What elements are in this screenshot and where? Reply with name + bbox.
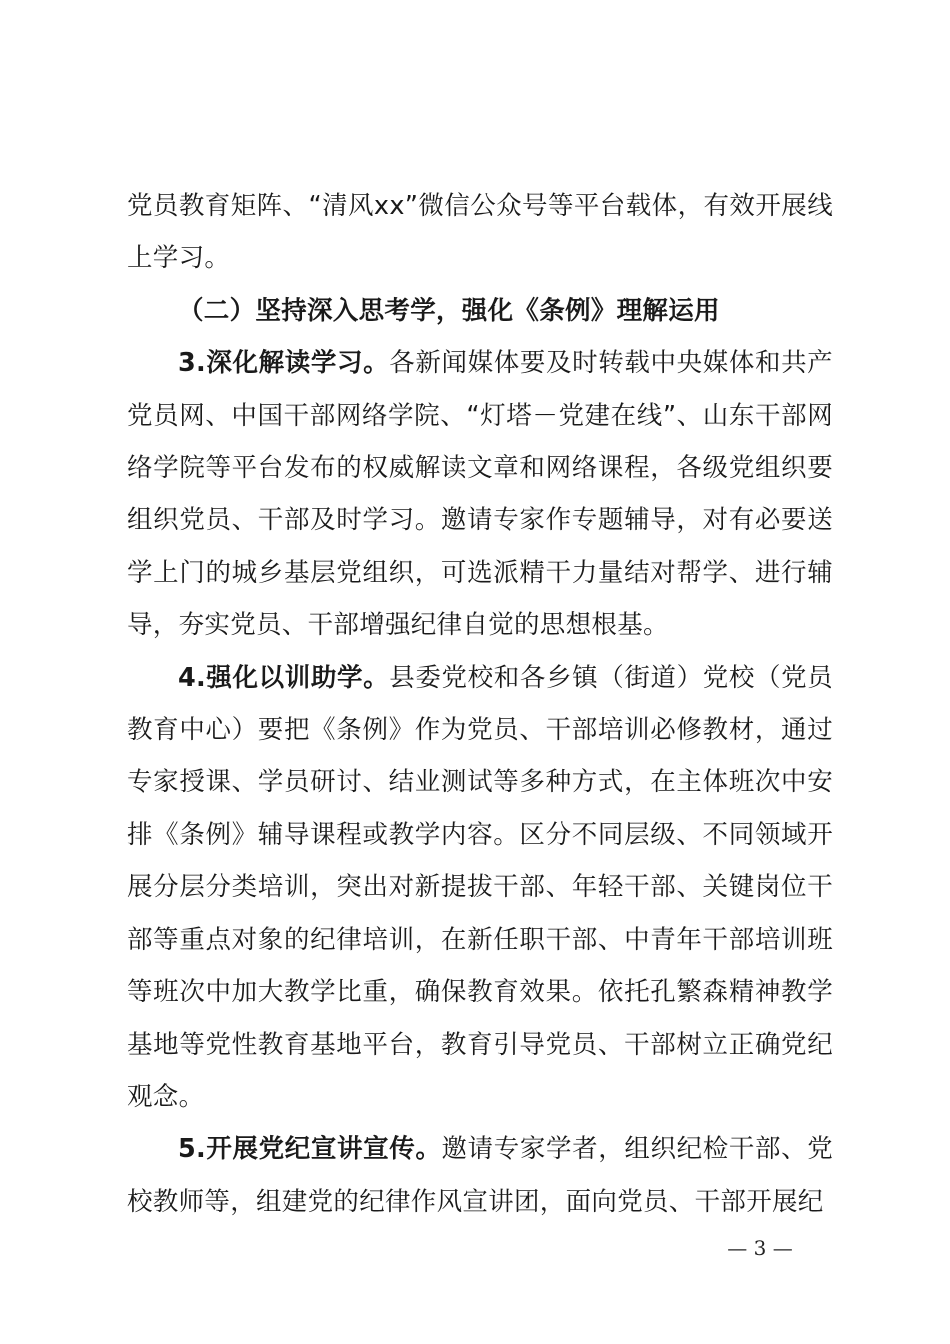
paragraph-text: 邀请专家学者，组织纪检干部、党校教师等，组建党的纪律作风宣讲团，面向党员、干部开展纪 bbox=[127, 1134, 833, 1217]
document-body bbox=[127, 180, 833, 1228]
section-heading-text: （二）坚持深入思考学，强化《条例》理解运用 bbox=[178, 295, 720, 326]
section-heading bbox=[127, 285, 833, 337]
paragraph-text: 各新闻媒体要及时转载中央媒体和共产党员网、中国干部网络学院、“灯塔－党建在线”、山东干部网络学院等平台发布的权威解读文章和网络课程，各级党组织要组织党员、干部及时学习。邀请专家作专题辅导，对有必要送学上门的城乡基层党组织，可选派精干力量结对帮学、进行辅导，夯实党员、干部增强纪律自觉的思想根基。 bbox=[127, 348, 833, 641]
page-number: — 3 — bbox=[727, 1236, 793, 1260]
item-lead: 5.开展党纪宣讲宣传。 bbox=[178, 1134, 442, 1165]
item-lead: 3.深化解读学习。 bbox=[178, 348, 390, 379]
paragraph-item-3 bbox=[127, 337, 833, 651]
paragraph-text: 县委党校和各乡镇（街道）党校（党员教育中心）要把《条例》作为党员、干部培训必修教材，通过专家授课、学员研讨、结业测试等多种方式，在主体班次中安排《条例》辅导课程或教学内容。区分不同层级、不同领域开展分层分类培训，突出对新提拔干部、年轻干部、关键岗位干部等重点对象的纪律培训，在新任职干部、中青年干部培训班等班次中加大教学比重，确保教育效果。依托孔繁森精神教学基地等党性教育基地平台，教育引导党员、干部树立正确党纪观念。 bbox=[127, 662, 833, 1112]
item-lead: 4.强化以训助学。 bbox=[178, 662, 390, 693]
paragraph-item-4 bbox=[127, 652, 833, 1124]
paragraph-continuation bbox=[127, 180, 833, 285]
paragraph-text: 党员教育矩阵、“清风xx”微信公众号等平台载体，有效开展线上学习。 bbox=[127, 191, 833, 274]
paragraph-item-5 bbox=[127, 1123, 833, 1228]
